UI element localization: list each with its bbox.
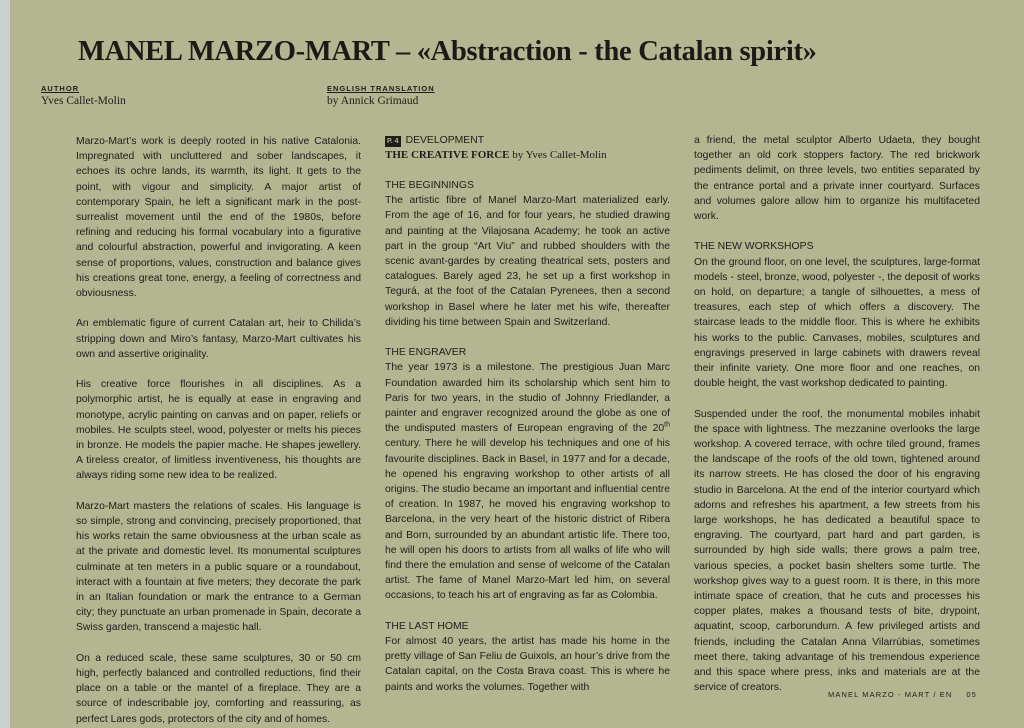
paragraph: The artistic fibre of Manel Marzo-Mart materialized early. From the age of 16, and for four years, he studied drawing and painting at the Vilajosana Academy; he took an active part in the group “Art Viu” and rubbed shoulders with the scenic avant-gardes by creating theatrical sets, posters and catalogues. Barely aged 23, he set up a first workshop in Tegurá, at the foot of the Catalan Pyrenees, then a second workshop in Basel where he later met his wife, thereafter dividing his time between Spain and Switzerland. — [385, 195, 670, 328]
paragraph-text: The year 1973 is a milestone. The prestigious Juan Marc Foundation awarded him its scholarship which sent him to Paris for two years, in the studio of Johnny Friedlander, a painter and engraver recognized around the globe as one of the undisputed masters of European engraving of the 20 — [385, 362, 670, 435]
author-credit — [41, 84, 126, 107]
ordinal-suffix: th — [664, 421, 670, 429]
column-1 — [76, 134, 361, 728]
paragraph: On a reduced scale, these same sculptures, 30 or 50 cm high, perfectly balanced and controlled reductions, find their place on a table or the mantel of a fireplace. They are a source of indescribable joy, comforting and reassuring, as perfect Lares gods, protectors of the city and of homes. — [76, 652, 361, 725]
page-footer — [828, 690, 977, 699]
column-3 — [694, 133, 980, 711]
paragraph: a friend, the metal sculptor Alberto Udaeta, they bought together an old cork stoppers factory. The red brickwork pediments delimit, on three levels, two entities separated by the entrance portal and a private inner courtyard. Surfaces and volumes galore allow him to organize his multifaceted work. — [694, 135, 980, 223]
translation-label: ENGLISH TRANSLATION — [327, 84, 435, 93]
section-heading: THE ENGRAVER — [385, 347, 467, 359]
paragraph: An emblematic figure of current Catalan art, heir to Chilida’s stripping down and Miro’s fantasy, Marzo-Mart cultivates his own and assertive originality. — [76, 318, 361, 360]
paragraph: On the ground floor, on one level, the sculptures, large-format models - steel, bronze, wood, polyester -, the deposit of works on hold, on departure; a tangle of silhouettes, a mess of treasures, each step of which offers a discovery. The staircase leads to the middle floor. This is where he exhibits his works to the public. Canvases, mobiles, sculptures and engravings preserved in large cabinets with drawers reveal their infinite variety. One more floor and one reaches, on double height, the vast workshop dedicated to painting. — [694, 256, 980, 390]
subtitle-text: THE CREATIVE FORCE — [385, 149, 510, 161]
paragraph: His creative force flourishes in all disciplines. As a polymorphic artist, he is equally at ease in engraving and monotype, acrylic painting on canvas and on paper, reliefs or mobiles. He sculpts steel, wood, polyester or melts his pieces in bronze. He models the papier mache. He shapes jewellery. A tireless creator, of limitless inventiveness, his thoughts are always riding some new idea to be realized. — [76, 379, 361, 482]
author-name: Yves Callet-Molin — [41, 95, 126, 107]
translation-credit — [327, 84, 435, 107]
author-label: AUTHOR — [41, 84, 80, 93]
paragraph: For almost 40 years, the artist has made his home in the pretty village of San Feliu de Guixols, an hour’s drive from the Catalan capital, on the Costa Brava coast. This is where he paints and works the volumes. Together with — [385, 636, 670, 693]
paragraph: Marzo-Mart masters the relations of scales. His language is so simple, strong and convincing, precisely proportioned, that his works retain the same obviousness at the urban scale as at the private and domestic level. Its monumental sculptures culminate at ten meters in a public square or a roundabout, interact with a fountain at five meters; they decorate the park in an Italian foundation or mark the entrance to a German city; they punctuate an urban promenade in Spain, decorate a Swiss garden, transcend a majestic hall. — [76, 500, 361, 634]
paragraph: Suspended under the roof, the monumental mobiles inhabit the space with lightness. The mezzanine overlooks the large workshop. A covered terrace, with ochre tiled ground, frames the landscape of the roofs of the old town, tightened around its narrow streets. He has closed the door of his engraving studio in Barcelona. At the end of the interior courtyard which adorns and refreshes his apartment, a few streets from his large workshops, he has dedicated a beautiful space to engraving. The courtyard, part hard and part garden, is surrounded by high side walls; there grows a palm tree, various species, a pocket basin shelters some turtle. The workshop gives way to a guest room. It is there, in this more intimate space of creation, that he cuts and processes his copper plates, makes a thousand tests of bite, drypoint, aquatint, scoop, carborundum. A few privileged artists and friends, including the Catalan Anna Vilarrúbias, sometimes meet there, taking advantage of his tremendous experience and this space where press, inks and materials are at the service of creators. — [694, 408, 980, 694]
page-ref-badge: P. 4 — [387, 137, 399, 145]
paragraph: Marzo-Mart’s work is deeply rooted in his native Catalonia. Impregnated with uncluttered and sober landscapes, it echoes its ochre lands, its warmth, its light. It gets to the point, with vigour and simplicity. A major artist of contemporary Spain, he left a significant mark in the post-surrealist movement until the end of the 1980s, before refining and reducing his formal vocabulary into a figurative and colourful abstraction, powerful and invigorating. A keen sense of proportions, values, construction and balance gives his creations great tone, energy, a feeling of correctness and obviousness. — [76, 136, 361, 300]
paragraph-text: century. There he will develop his techniques and one of his favourite disciplines. Back in Basel, in 1977 and for a decade, he opened his engraving workshop to other artists of all origins. The studio became an important and influential centre of creation. In 1987, he moved his engraving workshop to Barcelona, in the very heart of the historic district of Ribera and Born, surrounded by an abundant artistic life. There too, he will open his doors to artists from all walks of life who will find there the emulation and sense of welcome of the Catalan artist. The fame of Manel Marzo-Mart led him, on several occasions, to teach his art of engraving as far as Colombia. — [385, 438, 670, 602]
running-footer: MANEL MARZO - MART / EN — [828, 690, 953, 699]
section-heading: THE BEGINNINGS — [385, 180, 474, 191]
paragraph — [385, 360, 670, 603]
section-kicker — [385, 134, 670, 148]
article-title: MANEL MARZO-MART – «Abstraction - the Catalan spirit» — [78, 36, 817, 67]
column-2 — [385, 134, 670, 710]
page-edge-strip — [0, 0, 10, 728]
kicker-label: DEVELOPMENT — [405, 135, 485, 146]
section-heading: THE LAST HOME — [385, 620, 469, 632]
page-number: 05 — [966, 690, 977, 699]
subtitle-byline: by Yves Callet-Molin — [509, 149, 607, 161]
section-subtitle — [385, 148, 670, 163]
translator-name: by Annick Grimaud — [327, 95, 419, 107]
section-heading: THE NEW WORKSHOPS — [694, 241, 814, 253]
